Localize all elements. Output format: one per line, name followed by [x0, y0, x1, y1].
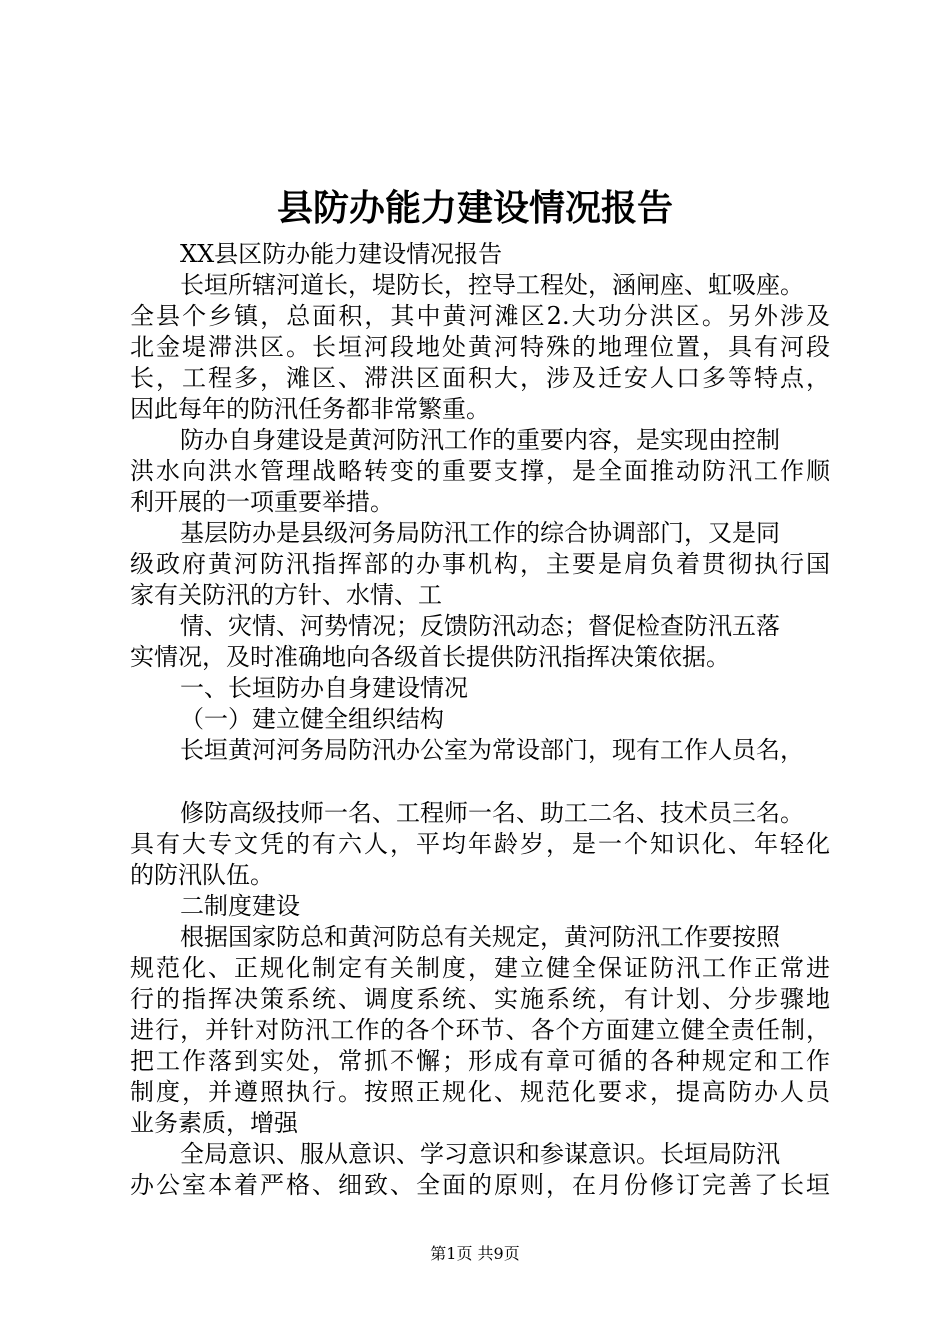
section-heading: 一、长垣防办自身建设情况: [180, 674, 468, 702]
text-line: 洪水向洪水管理战略转变的重要支撑，是全面推动防汛工作顺: [130, 457, 830, 485]
text-line: 基层防办是县级河务局防汛工作的综合协调部门，又是同: [180, 519, 780, 547]
text-line: 实情况，及时准确地向各级首长提供防汛指挥决策依据。: [130, 643, 730, 671]
document-title: 县防办能力建设情况报告: [276, 188, 673, 229]
subsection-heading: （一）建立健全组织结构: [180, 705, 444, 733]
text-line: 全局意识、服从意识、学习意识和参谋意识。长垣局防汛: [180, 1140, 780, 1168]
text-line: 把工作落到实处，常抓不懈；形成有章可循的各种规定和工作: [130, 1047, 830, 1075]
text-line: 情、灾情、河势情况；反馈防汛动态；督促检查防汛五落: [180, 612, 780, 640]
text-line: 家有关防汛的方针、水情、工: [130, 581, 442, 609]
subtitle-line: XX县区防办能力建设情况报告: [180, 240, 503, 268]
text-line: 防办自身建设是黄河防汛工作的重要内容，是实现由控制: [180, 426, 780, 454]
text-line: 进行，并针对防汛工作的各个环节、各个方面建立健全责任制，: [130, 1016, 830, 1044]
text-line: 长垣黄河河务局防汛办公室为常设部门，现有工作人员名，: [180, 736, 804, 764]
text-line: 规范化、正规化制定有关制度，建立健全保证防汛工作正常进: [130, 954, 830, 982]
text-line: 具有大专文凭的有六人，平均年龄岁，是一个知识化、年轻化: [130, 830, 830, 858]
text-line: 长垣所辖河道长，堤防长，控导工程处，涵闸座、虹吸座。: [180, 271, 804, 299]
text-line: 长，工程多，滩区、滞洪区面积大，涉及迁安人口多等特点，: [130, 364, 830, 392]
subsection-heading: 二制度建设: [180, 892, 300, 920]
text-line: 根据国家防总和黄河防总有关规定，黄河防汛工作要按照: [180, 923, 780, 951]
text-line: 北金堤滞洪区。长垣河段地处黄河特殊的地理位置，具有河段: [130, 333, 830, 361]
text-line: 行的指挥决策系统、调度系统、实施系统，有计划、分步骤地: [130, 985, 830, 1013]
text-line: 全县个乡镇，总面积，其中黄河滩区2.大功分洪区。另外涉及: [130, 302, 830, 330]
text-line: 级政府黄河防汛指挥部的办事机构，主要是肩负着贯彻执行国: [130, 550, 830, 578]
document-body: [130, 239, 830, 1201]
text-line: 的防汛队伍。: [130, 861, 274, 889]
text-line: 因此每年的防汛任务都非常繁重。: [130, 395, 490, 423]
blank-line: [130, 766, 830, 798]
text-line: 业务素质，增强: [130, 1109, 298, 1137]
text-line: 利开展的一项重要举措。: [130, 488, 394, 516]
text-line: 修防高级技师一名、工程师一名、助工二名、技术员三名。: [180, 799, 804, 827]
text-line: 办公室本着严格、细致、全面的原则，在月份修订完善了长垣: [130, 1171, 830, 1199]
page-number: 第1页 共9页: [430, 1244, 520, 1263]
text-line: 制度，并遵照执行。按照正规化、规范化要求，提高防办人员: [130, 1078, 830, 1106]
